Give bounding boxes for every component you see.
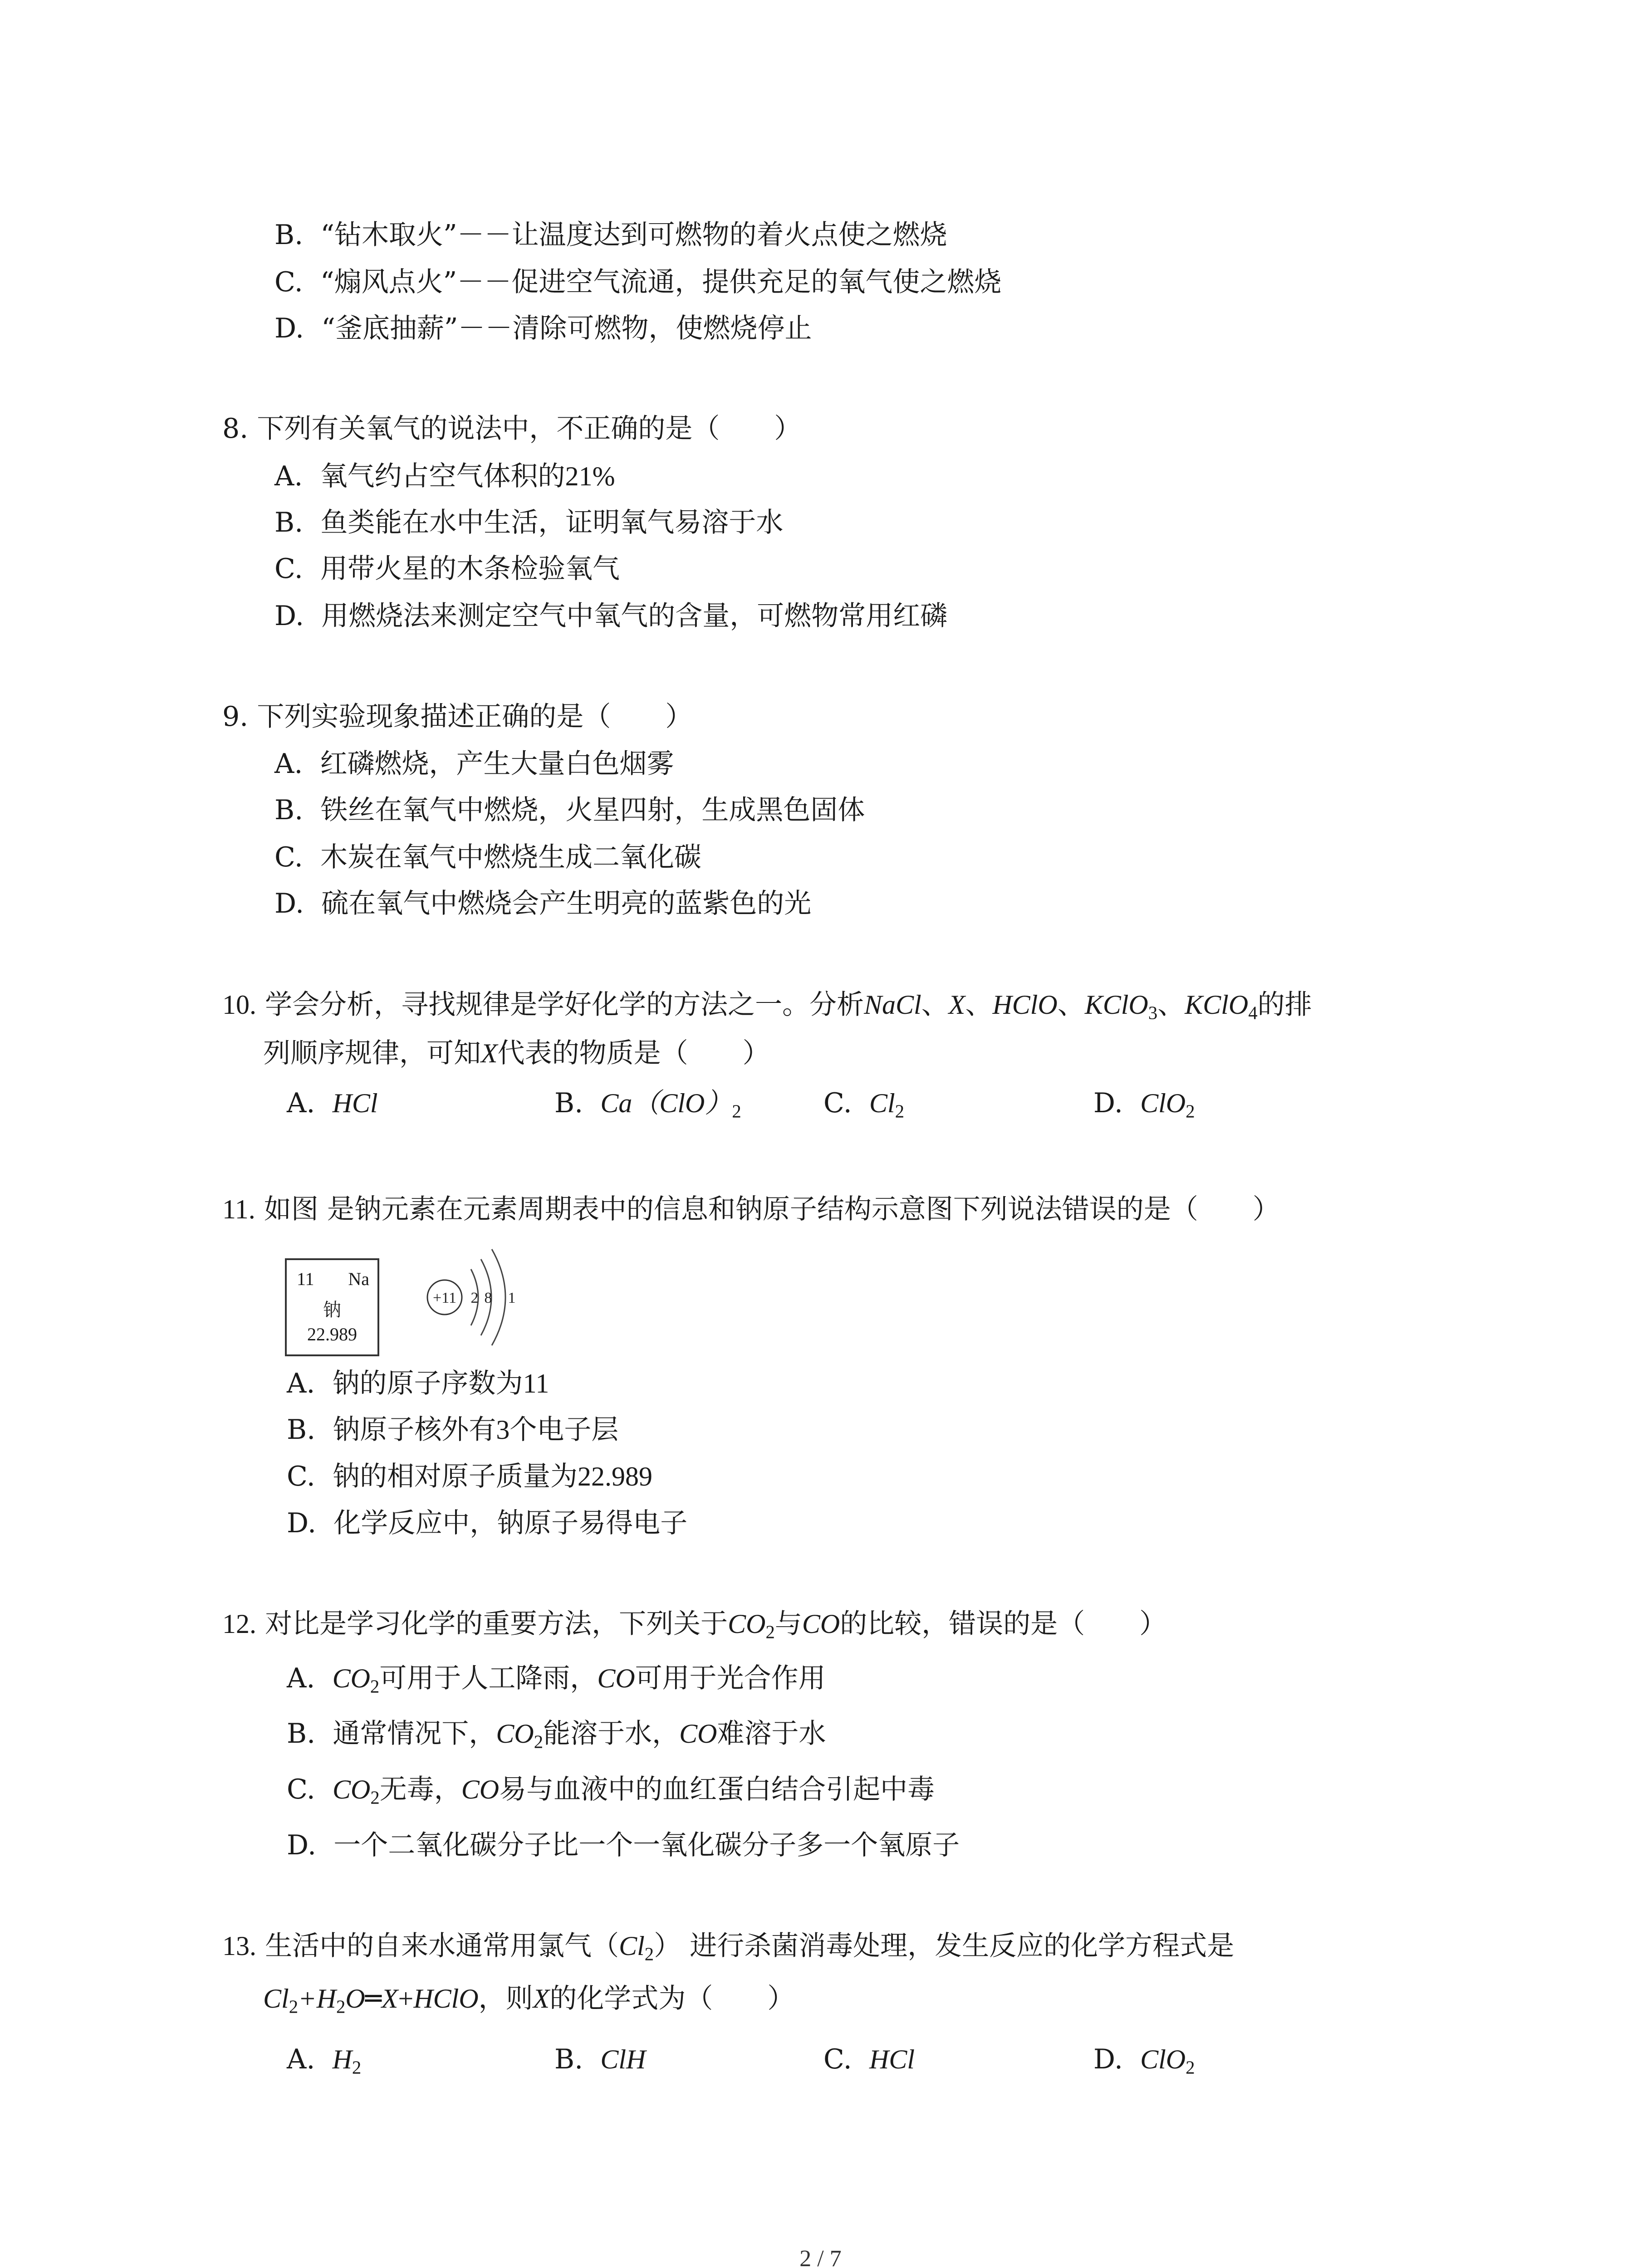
- electron-shell-3: [492, 1249, 505, 1345]
- q13-option-b: B. ClH: [554, 2043, 646, 2075]
- q10-option-d: D. ClO$_2$: [1093, 1087, 1195, 1122]
- q7-option-c: C. “煽风点火”－－促进空气流通，提供充足的氧气使之燃烧: [274, 266, 1002, 298]
- q13-option-d: D. ClO$_2$: [1093, 2043, 1195, 2078]
- q11-option-c: C. 钠的相对原子质量为22.989: [287, 1461, 652, 1492]
- q13-option-a: A. $H_2$: [287, 2043, 362, 2078]
- q8-stem: 8. 下列有关氧气的说法中，不正确的是（ ）: [222, 413, 802, 445]
- q10-option-c: C. $Cl_2$: [823, 1087, 905, 1122]
- q11-stem: 11. 如图 是钠元素在元素周期表中的信息和钠原子结构示意图下列说法错误的是（ ）: [222, 1193, 1280, 1225]
- q12-option-b: B. 通常情况下，$CO_2$能溶于水，CO难溶于水: [287, 1718, 826, 1752]
- q8-option-b: B. 鱼类能在水中生活，证明氧气易溶于水: [274, 507, 784, 538]
- q12-option-a: A. $CO_2$可用于人工降雨，CO可用于光合作用: [287, 1662, 826, 1697]
- q9-option-b: B. 铁丝在氧气中燃烧，火星四射，生成黑色固体: [274, 794, 865, 826]
- q9-option-c: C. 木炭在氧气中燃烧生成二氧化碳: [274, 841, 701, 873]
- atomic-mass: 22.989: [307, 1324, 357, 1344]
- q9-stem: 9. 下列实验现象描述正确的是（ ）: [222, 701, 693, 733]
- q11-option-b: B. 钠原子核外有3个电子层: [287, 1414, 619, 1446]
- q10-stem-line1: 10. 学会分析，寻找规律是学好化学的方法之一。分析NaCl、X、HClO、KClO$_3$、KClO$_4$的排: [222, 989, 1312, 1023]
- q10-option-a: A. HCl: [287, 1087, 378, 1119]
- shell-2-electrons: 8: [484, 1290, 492, 1306]
- q11-option-d: D. 化学反应中，钠原子易得电子: [287, 1507, 688, 1539]
- sodium-atom-structure-diagram: [417, 1238, 535, 1356]
- atomic-number: 11: [297, 1269, 314, 1289]
- shell-3-electrons: 1: [508, 1290, 516, 1306]
- q13-option-c: C. HCl: [823, 2043, 915, 2075]
- q8-option-d: D. 用燃烧法来测定空气中氧气的含量，可燃物常用红磷: [274, 600, 948, 632]
- q9-option-a: A. 红磷燃烧，产生大量白色烟雾: [274, 748, 674, 780]
- page-number: 2 / 7: [799, 2246, 842, 2268]
- q8-option-c: C. 用带火星的木条检验氧气: [274, 553, 620, 585]
- q7-option-d: D. “釜底抽薪”－－清除可燃物，使燃烧停止: [274, 313, 812, 344]
- q9-option-d: D. 硫在氧气中燃烧会产生明亮的蓝紫色的光: [274, 888, 812, 919]
- q10-option-b: B. $Ca(ClO)_2$: [554, 1087, 741, 1122]
- sodium-element-card: [285, 1258, 379, 1356]
- q8-option-a: A. 氧气约占空气体积的21%: [274, 460, 615, 492]
- q13-stem-line1: 13. 生活中的自来水通常用氯气$(Cl_2)$ 进行杀菌消毒处理，发生反应的化学方程式是: [222, 1930, 1234, 1965]
- q12-option-c: C. $CO_2$无毒，CO易与血液中的血红蛋白结合引起中毒: [287, 1774, 935, 1808]
- element-name: 钠: [323, 1300, 341, 1320]
- q11-option-a: A. 钠的原子序数为11: [287, 1368, 549, 1399]
- element-symbol: Na: [348, 1269, 369, 1289]
- q12-option-d: D. 一个二氧化碳分子比一个一氧化碳分子多一个氧原子: [287, 1829, 960, 1861]
- nucleus-charge: +11: [433, 1290, 456, 1306]
- q10-stem-line2: 列顺序规律，可知X代表的物质是（ ）: [263, 1037, 770, 1069]
- shell-1-electrons: 2: [470, 1290, 479, 1306]
- q13-stem-line2: $Cl_2+H_2O═X+HClO$，则X的化学式为（ ）: [263, 1983, 795, 2017]
- q7-option-b: B. “钻木取火”－－让温度达到可燃物的着火点使之燃烧: [274, 219, 947, 251]
- q12-stem: 12. 对比是学习化学的重要方法，下列关于$CO_2$与CO的比较，错误的是（ ）: [222, 1608, 1167, 1642]
